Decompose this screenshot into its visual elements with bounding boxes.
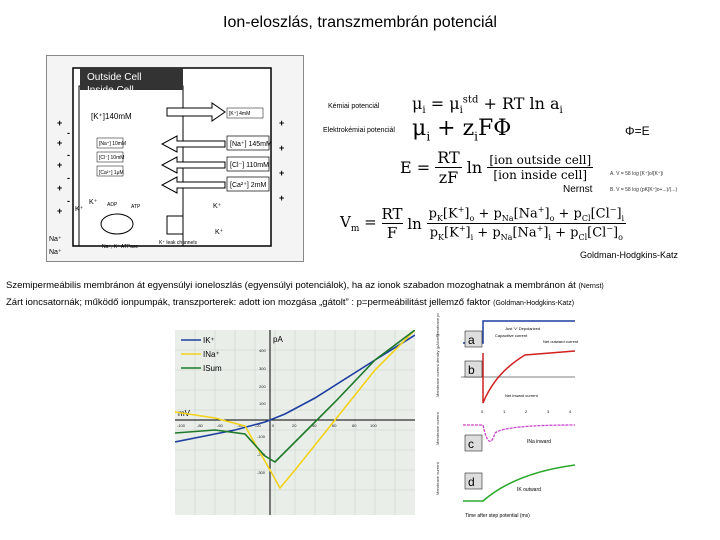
iv-x-tick-10: 100	[370, 423, 377, 428]
iv-x-ticks	[177, 423, 377, 428]
inside-cell-label: Inside Cell	[87, 85, 134, 96]
trace-a-annotation: Just 'V' Depolarized	[505, 326, 541, 331]
ca-outside-label: [Ca²⁺] 2mM	[230, 182, 267, 189]
text-line-2-main: Zárt ioncsatornák; működő ionpumpák, transzporterek: adott ion mozgása „gátolt” : p=permeábilitást jellemző faktor	[6, 297, 491, 308]
chem-potential-label: Kémiai potenciál	[328, 103, 380, 110]
time-tick-top-1: 1	[503, 409, 506, 414]
cl-inside-label: [Cl⁻] 10mM	[99, 155, 125, 161]
iv-y-tick-1: 300	[259, 366, 266, 371]
k-outside-label: [K⁺] 4mM	[229, 111, 251, 117]
cell-diagram-graphic	[47, 56, 303, 261]
ghk-equation: $V_m$ = $\frac{RT}{F}$ ln $p_K[K^+]_o + p_{Na}[Na^+]_o + p_{Cl}[Cl^-]_i$ $p_K[K^+]_i + p_{Na}[Na^+]_i + p_{Cl}[Cl^-]_o$	[340, 205, 625, 242]
svg-text:+: +	[57, 138, 63, 148]
legend-isum: ISum	[203, 364, 222, 373]
iv-x-tick-3: -40	[237, 423, 243, 428]
text-line-1	[6, 280, 604, 291]
nernst-label: Nernst	[563, 184, 593, 195]
nernst-equation: E = $\frac{RT}{zF}$ ln [ion outside cell] [ion inside cell]	[400, 148, 592, 187]
na-outside-label: [Na⁺] 145mM	[230, 141, 272, 148]
page-title: Ion-eloszlás, transzmembrán potenciál	[223, 14, 497, 31]
cl-outside-label: [Cl⁻] 110mM	[230, 162, 269, 169]
trace-b-annotation-2: Net outward current	[543, 339, 579, 344]
iv-y-tick-3: 100	[259, 401, 266, 406]
iv-y-tick-4: -100	[257, 434, 266, 439]
iv-y-tick-5: -200	[257, 452, 266, 457]
iv-y-tick-6: -300	[257, 470, 266, 475]
iv-legend	[181, 336, 222, 373]
adp-label: ADP	[107, 202, 118, 208]
svg-text:+: +	[57, 118, 63, 128]
svg-text:-: -	[67, 128, 70, 138]
svg-text:+: +	[279, 193, 285, 203]
atp-label: ATP	[131, 204, 141, 210]
text-line-2	[6, 297, 574, 308]
na-ion-label-1: Na⁺	[49, 236, 62, 243]
time-tick-top-3: 3	[547, 409, 550, 414]
time-ticks-top	[481, 409, 572, 414]
channels-label: K⁺ leak channels	[159, 240, 197, 246]
text-line-2-ref: (Goldman-Hodgkins-Katz)	[493, 300, 575, 307]
k-ion-label-2: K⁺	[89, 199, 98, 206]
ghk-label: Goldman-Hodgkins-Katz	[580, 250, 679, 260]
panel-d-label: d	[468, 475, 475, 489]
iv-graph-svg	[175, 330, 415, 515]
trace-b-annotation-1: Capacitive current	[495, 333, 528, 338]
svg-text:-: -	[67, 150, 70, 160]
trace-d-annotation: IK outward	[517, 487, 541, 493]
iv-y-unit: pA	[273, 335, 283, 344]
text-line-1-ref: (Nernst)	[578, 283, 604, 290]
na-ion-label-2: Na⁺	[49, 249, 62, 256]
svg-text:+: +	[57, 160, 63, 170]
iv-x-tick-4: -20	[255, 423, 261, 428]
iv-graph	[175, 330, 415, 515]
svg-text:+: +	[279, 118, 285, 128]
phi-equation: Φ=E	[625, 124, 650, 138]
cell-diagram	[46, 55, 304, 262]
ca-inside-label: [Ca²⁺] 1μM	[99, 170, 124, 176]
svg-text:+: +	[279, 168, 285, 178]
k-ion-label-1: K⁺	[75, 206, 84, 213]
voltage-clamp-traces	[435, 313, 580, 518]
iv-x-tick-7: 40	[312, 423, 317, 428]
svg-text:+: +	[57, 183, 63, 193]
traces-svg	[435, 313, 580, 518]
k-ion-label-3: K⁺	[213, 203, 222, 210]
na-inside-label: [Na⁺] 10mM	[99, 141, 127, 147]
echem-potential-equation: $\mu_i + z_iF\Phi$	[412, 116, 512, 144]
legend-ina: INa⁺	[203, 350, 220, 359]
pump-label: Na⁺, K⁺ ATPase	[102, 244, 139, 250]
echem-potential-label: Elektrokémiai potenciál	[323, 127, 395, 134]
trace-c-annotation: INa inward	[527, 439, 551, 445]
nernst-variants: A. V = 58 log [K⁺]o/[K⁺]i B. V = 58 log (pK[K⁺]o+...)/(...)	[610, 171, 678, 193]
iv-x-tick-1: -80	[197, 423, 203, 428]
outside-cell-label: Outside Cell	[87, 72, 142, 83]
legend-ik: IK⁺	[203, 336, 215, 345]
time-tick-top-2: 2	[525, 409, 528, 414]
trace-a-ylabel: Membrane potential (mV)	[435, 313, 440, 337]
svg-text:+: +	[279, 143, 285, 153]
panel-a-label: a	[468, 333, 475, 347]
svg-text:-: -	[67, 196, 70, 206]
time-tick-top-0: 0	[481, 409, 484, 414]
trace-b-annotation-3: Net inward current	[505, 393, 538, 398]
time-tick-top-4: 4	[569, 409, 572, 414]
iv-x-tick-6: 20	[292, 423, 297, 428]
iv-x-tick-9: 80	[352, 423, 357, 428]
panel-b-label: b	[468, 363, 475, 377]
panel-c-label: c	[468, 437, 474, 451]
iv-x-tick-8: 60	[332, 423, 337, 428]
trace-xlabel: Time after step potential (ms)	[465, 513, 530, 518]
iv-x-tick-2: -60	[217, 423, 223, 428]
iv-x-tick-5: 0	[272, 423, 275, 428]
k-inside-label: [K⁺]140mM	[91, 112, 132, 121]
iv-x-tick-0: -100	[177, 423, 186, 428]
iv-y-tick-0: 400	[259, 348, 266, 353]
svg-text:-: -	[67, 173, 70, 183]
iv-y-tick-2: 200	[259, 384, 266, 389]
trace-b-ylabel: Membrane current density (μA/cm²)	[435, 334, 440, 397]
trace-d-ylabel: Membrane current	[435, 462, 440, 495]
chem-potential-equation: $\mu_i = \mu_i^{std}$ + RT $\ln a_i$	[412, 94, 563, 117]
svg-text:+: +	[57, 206, 63, 216]
trace-c-ylabel: Membrane current	[435, 412, 440, 445]
k-ion-label-4: K⁺	[215, 229, 224, 236]
text-line-1-main: Szemipermeábilis membránon át egyensúlyi ioneloszlás (egyensúlyi potenciálok), ha az ionok szabadon mozoghatnak a membránon át	[6, 280, 576, 291]
iv-x-unit: mV	[178, 409, 190, 418]
